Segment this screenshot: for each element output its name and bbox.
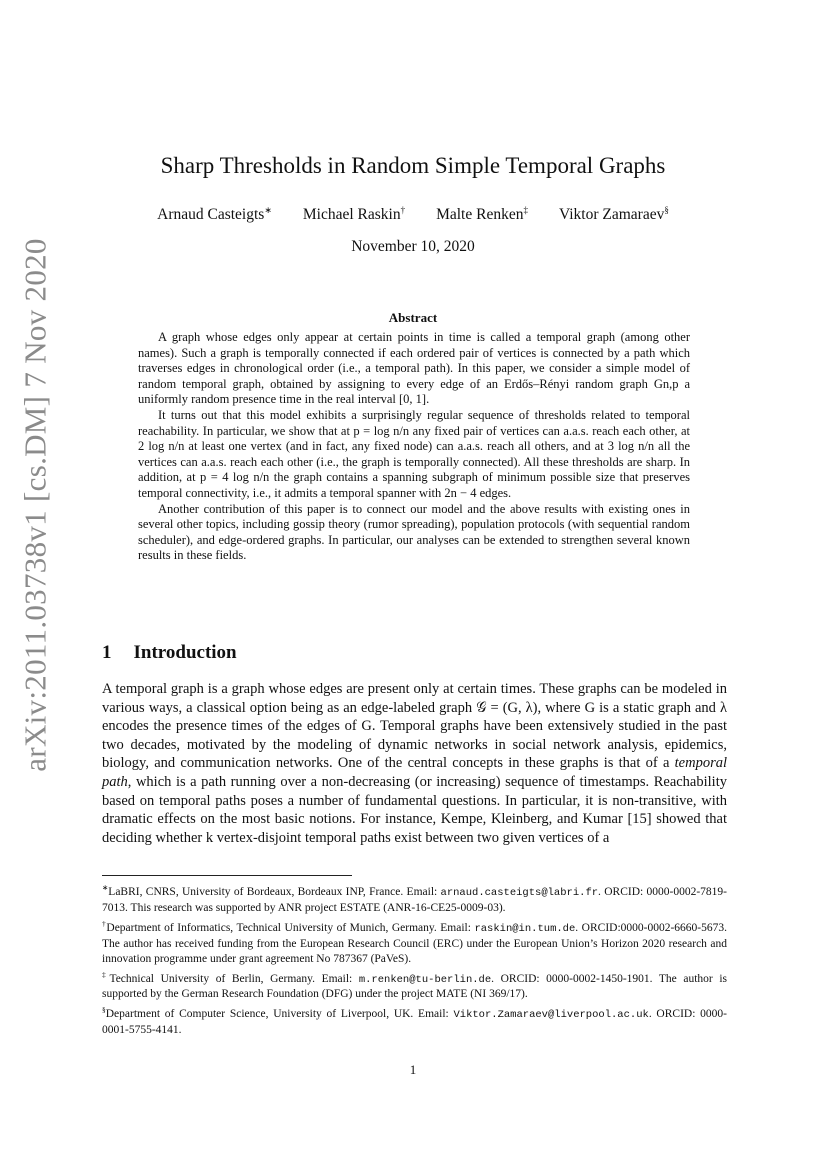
introduction-text (102, 680, 727, 847)
section-title: Introduction (133, 642, 237, 663)
footnote-text: Department of Computer Science, University of Liverpool, UK. Email: (105, 1008, 454, 1021)
publication-date: November 10, 2020 (351, 238, 475, 255)
author-footnote-mark[interactable]: ∗ (264, 205, 272, 215)
email-link[interactable]: raskin@in.tum.de (474, 922, 576, 935)
arxiv-identifier-text: arXiv:2011.03738v1 [cs.DM] 7 Nov 2020 (18, 238, 54, 772)
body-text-segment: A temporal graph is a graph whose edges are present only at certain times. These graphs can be modeled in various ways, a classical option being as an edge-labeled graph 𝒢 = (G, λ), where G is a static graph and λ encodes the presence times of the edges of G. Temporal graphs have been extensively studied in the past two decades, motivated by the modeling of dynamic networks in social network analysis, epidemics, biology, and communication networks. One of the central concepts in these graphs is that of a (102, 681, 727, 772)
page-number: 1 (409, 1062, 417, 1077)
body-paragraph (102, 680, 727, 847)
author-name: Arnaud Casteigts (157, 206, 265, 224)
arxiv-identifier-stamp (8, 238, 64, 772)
author-name: Michael Raskin (302, 206, 401, 224)
author-name: Viktor Zamaraev (558, 206, 665, 224)
footnote-text: . ORCID:0000-0002-6660-5673. The author has received funding from the European Research Council (ERC) under the European Union’s Horizon 2020 research and innovation programme under grant agreement No 787367 (PaVeS). (102, 921, 728, 965)
footnote (102, 1002, 727, 1038)
author-footnote-mark[interactable]: † (400, 205, 406, 215)
author (436, 205, 528, 224)
abstract-heading: Abstract (388, 310, 438, 325)
author (559, 205, 669, 224)
footnotes (102, 880, 727, 1038)
email-link[interactable]: arnaud.casteigts@labri.fr (440, 886, 599, 899)
author (157, 205, 272, 224)
footnote-text: . ORCID: 0000-0002-1450-1901. The author is supported by the German Research Foundation (DFG) under the project MATE (NI 369/17). (102, 972, 728, 1001)
abstract-paragraph: It turns out that this model exhibits a surprisingly regular sequence of thresholds related to temporal reachability. In particular, we show that at p = log n/n any fixed pair of vertices can a.a.s. reach each other, at 2 log n/n at least one vertex (and in fact, any fixed node) can a.a.s. reach all others, and at 3 log n/n all the vertices can a.a.s. reach each other (i.e., the graph is temporally connected). All these thresholds are sharp. In addition, at p = 4 log n/n the graph contains a spanning subgraph of minimum possible size that preserves temporal connectivity, i.e., it admits a temporal spanner with 2n − 4 edges. (138, 407, 690, 500)
footnote-mark: § (102, 1005, 106, 1015)
section-heading (102, 642, 237, 664)
author (303, 205, 405, 224)
footnote-text: LaBRI, CNRS, University of Bordeaux, Bordeaux INP, France. Email: (108, 885, 441, 898)
footnote-divider (102, 875, 352, 876)
footnote-text: Technical University of Berlin, Germany. Email: (109, 972, 359, 985)
paper-title: Sharp Thresholds in Random Simple Temporal Graphs (160, 153, 666, 178)
abstract-body (138, 330, 690, 564)
emphasized-term: temporal path (102, 755, 727, 790)
section-number: 1 (102, 642, 112, 663)
footnote-text: Department of Informatics, Technical University of Munich, Germany. Email: (106, 921, 475, 934)
email-link[interactable]: Viktor.Zamaraev@liverpool.ac.uk (453, 1009, 649, 1022)
footnote (102, 967, 727, 1003)
email-link[interactable]: m.renken@tu-berlin.de (358, 973, 492, 986)
author-footnote-mark[interactable]: § (664, 205, 669, 215)
footnote-text: . ORCID: 0000-0001-5755-4141. (102, 1008, 727, 1037)
abstract-paragraph: Another contribution of this paper is to connect our model and the above results with existing ones in several other topics, including gossip theory (rumor spreading), population protocols (with sequential random scheduler), and edge-ordered graphs. In particular, our analyses can be extended to strengthen several known results in these fields. (138, 501, 690, 563)
footnote-mark: ∗ (102, 883, 109, 892)
footnote (102, 916, 727, 967)
footnote-mark: ‡ (102, 969, 110, 979)
footnote-text: . ORCID: 0000-0002-7819-7013. This research was supported by ANR project ESTATE (ANR-16-CE25-0009-03). (102, 885, 727, 914)
footnote (102, 880, 727, 916)
author-name: Malte Renken (436, 206, 524, 224)
body-text-segment: , which is a path running over a non-decreasing (or increasing) sequence of timestamps. Reachability based on temporal paths poses a number of fundamental questions. In particular, it is non-transitive, with dramatic effects on the most basic notions. For instance, Kempe, Kleinberg, and Kumar [15] showed that deciding whether k vertex-disjoint temporal paths exist between two given vertices of a (102, 773, 727, 846)
abstract-paragraph: A graph whose edges only appear at certain points in time is called a temporal graph (among other names). Such a graph is temporally connected if each ordered pair of vertices is connected by a path which traverses edges in chronological order (i.e., a temporal path). In this paper, we consider a simple model of random temporal graph, obtained by assigning to every edge of an Erdős–Rényi random graph Gn,p a uniformly random presence time in the real interval [0, 1]. (138, 330, 690, 407)
author-footnote-mark[interactable]: ‡ (523, 205, 528, 215)
footnote-mark: † (102, 918, 107, 928)
author-list (100, 205, 726, 224)
